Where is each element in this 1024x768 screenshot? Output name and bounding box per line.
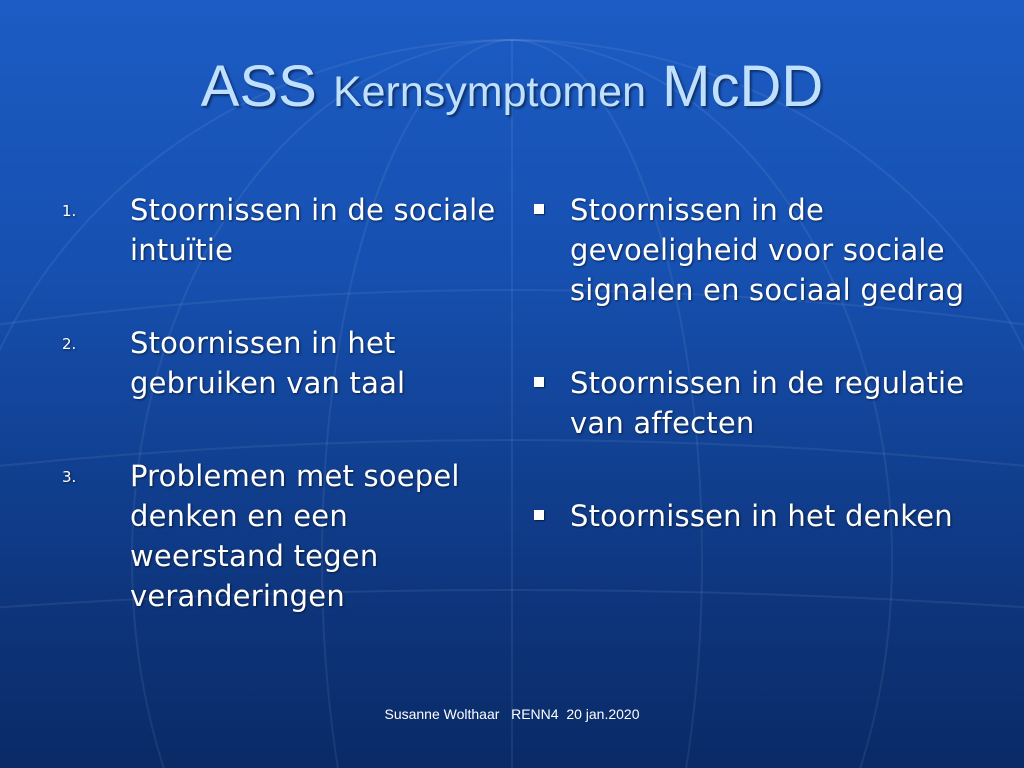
- list-item: [532, 496, 972, 536]
- list-item-text: Stoornissen in de gevoeligheid voor sociale signalen en sociaal gedrag: [570, 193, 965, 307]
- bullet-list: [532, 190, 972, 589]
- list-item: [62, 323, 502, 403]
- list-number: 2.: [62, 335, 77, 353]
- list-item-text: Stoornissen in het denken: [570, 499, 953, 533]
- list-item: [62, 190, 502, 270]
- square-bullet-icon: [534, 377, 544, 387]
- square-bullet-icon: [534, 510, 544, 520]
- list-number: 1.: [62, 202, 77, 220]
- numbered-list: [62, 190, 502, 669]
- title-part-ass: ASS: [200, 54, 333, 119]
- list-item: [532, 190, 972, 310]
- list-item: [62, 456, 502, 616]
- list-item-text: Stoornissen in het gebruiken van taal: [130, 326, 406, 400]
- square-bullet-icon: [534, 204, 544, 214]
- title-part-mcdd: McDD: [646, 54, 824, 119]
- slide-footer: Susanne Wolthaar RENN4 20 jan.2020: [384, 706, 640, 722]
- title-part-kernsymptomen: Kernsymptomen: [332, 68, 647, 116]
- list-item: [532, 363, 972, 443]
- list-number: 3.: [62, 468, 77, 486]
- list-item-text: Stoornissen in de sociale intuïtie: [130, 193, 496, 267]
- list-item-text: Stoornissen in de regulatie van affecten: [570, 366, 965, 440]
- list-item-text: Problemen met soepel denken en een weerstand tegen veranderingen: [130, 459, 460, 613]
- slide-title: [0, 54, 1024, 119]
